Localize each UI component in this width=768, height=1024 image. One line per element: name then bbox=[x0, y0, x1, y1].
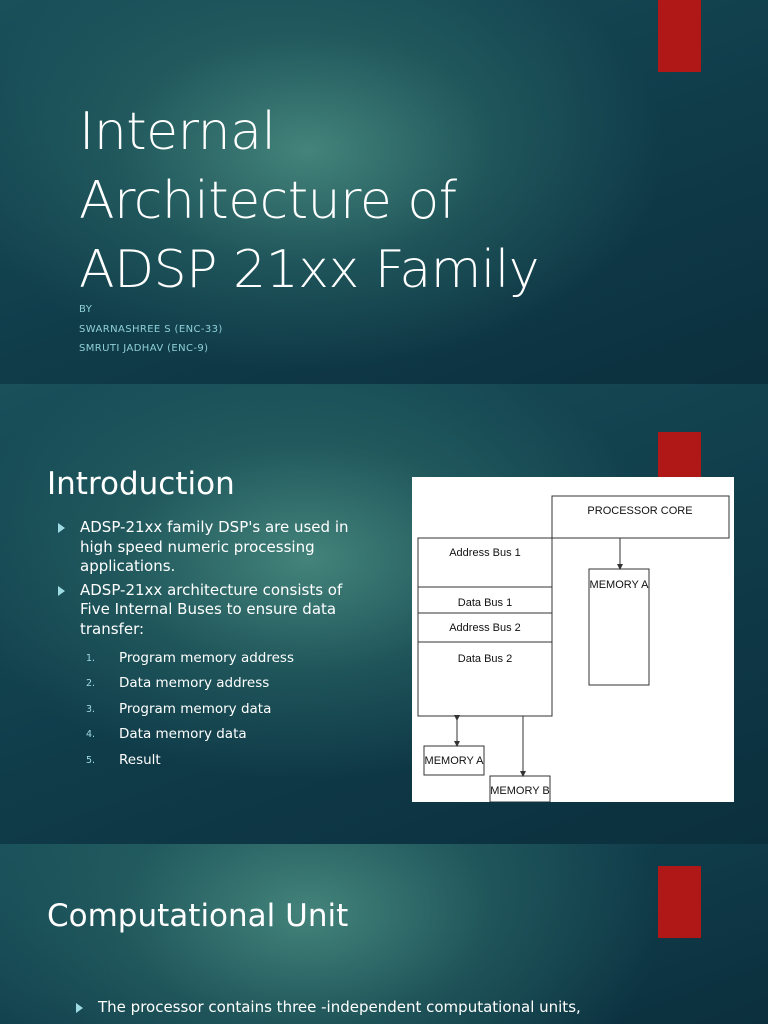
triangle-bullet-icon bbox=[76, 1003, 83, 1013]
introduction-slide bbox=[0, 384, 768, 844]
architecture-diagram-svg bbox=[412, 477, 734, 802]
byline-author-2: SMRUTI JADHAV (ENC-9) bbox=[79, 343, 209, 354]
list-item bbox=[86, 675, 346, 700]
title-line-3: ADSP 21xx Family bbox=[79, 240, 540, 300]
list-text: Program memory data bbox=[119, 700, 272, 717]
processor-core-label: PROCESSOR CORE bbox=[587, 505, 693, 517]
data-bus-2-label: Data Bus 2 bbox=[457, 653, 513, 665]
introduction-heading: Introduction bbox=[47, 466, 235, 502]
list-item bbox=[86, 752, 346, 777]
triangle-bullet-icon bbox=[58, 523, 65, 533]
list-item bbox=[86, 701, 346, 726]
architecture-diagram bbox=[412, 477, 734, 802]
computational-unit-slide bbox=[0, 844, 768, 1024]
list-number: 4. bbox=[86, 729, 96, 741]
list-text: Data memory address bbox=[119, 675, 270, 692]
title-line-1: Internal bbox=[79, 102, 276, 162]
bullet-item bbox=[58, 581, 358, 640]
byline-by: BY bbox=[79, 304, 93, 315]
list-number: 2. bbox=[86, 678, 96, 690]
memory-a-right-label: MEMORY A bbox=[589, 579, 649, 591]
intro-bullets bbox=[58, 518, 358, 643]
data-bus-1-label: Data Bus 1 bbox=[457, 597, 513, 609]
processor-core-box bbox=[552, 496, 729, 538]
memory-b-label: MEMORY B bbox=[490, 785, 550, 797]
address-bus-1-label: Address Bus 1 bbox=[449, 547, 521, 559]
accent-bar bbox=[658, 866, 701, 938]
list-text: Data memory data bbox=[119, 726, 247, 743]
accent-bar bbox=[658, 0, 701, 72]
title-line-2: Architecture of bbox=[79, 171, 457, 231]
bullet-item bbox=[58, 518, 358, 577]
bus-list bbox=[86, 650, 346, 777]
list-text: Result bbox=[119, 751, 161, 768]
bullet-item bbox=[76, 998, 718, 1018]
list-item bbox=[86, 650, 346, 675]
page-title bbox=[79, 98, 639, 305]
byline-author-1: SWARNASHREE S (ENC-33) bbox=[79, 323, 223, 335]
list-text: Program memory address bbox=[119, 650, 294, 666]
title-slide bbox=[0, 0, 768, 395]
bullet-text: ADSP-21xx architecture consists of Five Internal Buses to ensure data transfer: bbox=[80, 580, 343, 638]
address-bus-2-label: Address Bus 2 bbox=[449, 622, 521, 634]
computational-unit-heading: Computational Unit bbox=[47, 898, 349, 934]
list-item bbox=[86, 726, 346, 751]
list-number: 5. bbox=[86, 754, 96, 766]
triangle-bullet-icon bbox=[58, 586, 65, 596]
list-number: 1. bbox=[86, 653, 96, 664]
memory-a-bottom-label: MEMORY A bbox=[424, 755, 484, 767]
bullet-text: ADSP-21xx family DSP's are used in high speed numeric processing applications. bbox=[80, 518, 349, 575]
list-number: 3. bbox=[86, 703, 96, 715]
bullet-text: The processor contains three -independent computational units, bbox=[98, 998, 581, 1016]
byline bbox=[79, 300, 223, 359]
